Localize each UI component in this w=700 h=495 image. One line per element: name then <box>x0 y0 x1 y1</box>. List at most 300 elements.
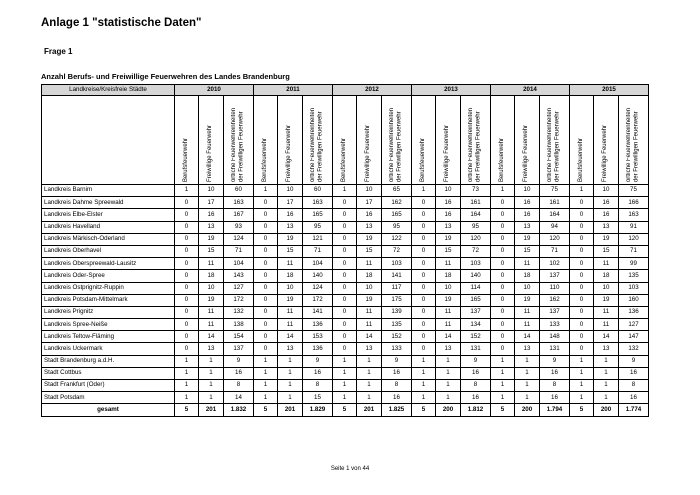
total-value-cell: 5 <box>333 404 357 417</box>
value-cell: 15 <box>199 245 224 257</box>
value-cell: 1 <box>333 380 357 392</box>
table-row <box>42 209 649 221</box>
value-cell: 11 <box>594 306 619 318</box>
value-cell: 16 <box>594 197 619 209</box>
table-row <box>42 245 649 257</box>
value-cell: 75 <box>540 185 570 197</box>
year-header: 2011 <box>254 85 333 96</box>
value-cell: 152 <box>382 331 412 343</box>
value-cell: 1 <box>412 392 436 404</box>
value-cell: 9 <box>224 355 254 367</box>
value-cell: 0 <box>491 245 515 257</box>
total-value-cell: 1.774 <box>619 404 649 417</box>
value-cell: 9 <box>461 355 491 367</box>
value-cell: 0 <box>175 282 199 294</box>
value-cell: 141 <box>382 270 412 282</box>
value-cell: 0 <box>570 245 594 257</box>
value-cell: 1 <box>594 367 619 379</box>
value-cell: 1 <box>199 367 224 379</box>
value-cell: 0 <box>412 306 436 318</box>
value-cell: 10 <box>594 185 619 197</box>
value-cell: 0 <box>570 209 594 221</box>
value-cell: 1 <box>175 392 199 404</box>
value-cell: 95 <box>303 221 333 233</box>
value-cell: 11 <box>278 258 303 270</box>
subheader-label <box>547 104 562 182</box>
value-cell: 1 <box>412 380 436 392</box>
value-cell: 0 <box>175 258 199 270</box>
total-value-cell: 1.825 <box>382 404 412 417</box>
page-footer: Seite 1 von 44 <box>330 466 370 472</box>
value-cell: 0 <box>570 319 594 331</box>
value-cell: 133 <box>382 343 412 355</box>
value-cell: 1 <box>412 367 436 379</box>
subheader-label-line: der Freiwilligen Feuerwehr <box>554 111 561 182</box>
value-cell: 1 <box>333 392 357 404</box>
value-cell: 13 <box>436 343 461 355</box>
value-cell: 75 <box>619 185 649 197</box>
value-cell: 0 <box>491 270 515 282</box>
value-cell: 1 <box>278 355 303 367</box>
subheader-local-units <box>461 96 491 185</box>
value-cell: 0 <box>570 282 594 294</box>
subheader-volunteer <box>199 96 224 185</box>
value-cell: 13 <box>278 343 303 355</box>
value-cell: 153 <box>303 331 333 343</box>
value-cell: 0 <box>491 209 515 221</box>
value-cell: 15 <box>357 245 382 257</box>
total-value-cell: 201 <box>357 404 382 417</box>
value-cell: 71 <box>224 245 254 257</box>
value-cell: 1 <box>175 185 199 197</box>
value-cell: 95 <box>382 221 412 233</box>
value-cell: 120 <box>540 233 570 245</box>
value-cell: 0 <box>333 294 357 306</box>
subheader-label: Berufsfeuerwehr <box>419 137 426 182</box>
value-cell: 1 <box>491 185 515 197</box>
value-cell: 1 <box>333 355 357 367</box>
value-cell: 134 <box>461 319 491 331</box>
value-cell: 8 <box>540 380 570 392</box>
value-cell: 160 <box>619 294 649 306</box>
value-cell: 0 <box>491 197 515 209</box>
value-cell: 1 <box>254 392 278 404</box>
subheader-volunteer <box>436 96 461 185</box>
value-cell: 13 <box>515 221 540 233</box>
value-cell: 71 <box>619 245 649 257</box>
value-cell: 19 <box>436 233 461 245</box>
value-cell: 14 <box>224 392 254 404</box>
value-cell: 1 <box>278 380 303 392</box>
year-header: 2012 <box>333 85 412 96</box>
total-value-cell: 200 <box>515 404 540 417</box>
subheader-local-units <box>619 96 649 185</box>
value-cell: 132 <box>224 306 254 318</box>
value-cell: 114 <box>461 282 491 294</box>
value-cell: 1 <box>594 392 619 404</box>
district-name: Landkreis Dahme Spreewald <box>42 197 175 209</box>
value-cell: 117 <box>382 282 412 294</box>
subheader-label-line: örtliche Feuerwehreinheiten <box>468 107 474 182</box>
district-name: Landkreis Prignitz <box>42 306 175 318</box>
subheader-volunteer <box>357 96 382 185</box>
value-cell: 1 <box>333 185 357 197</box>
value-cell: 10 <box>436 185 461 197</box>
value-cell: 0 <box>412 197 436 209</box>
value-cell: 11 <box>357 306 382 318</box>
value-cell: 9 <box>619 355 649 367</box>
value-cell: 0 <box>175 319 199 331</box>
value-cell: 0 <box>175 331 199 343</box>
value-cell: 19 <box>594 233 619 245</box>
subheader-professional <box>175 96 199 185</box>
value-cell: 137 <box>540 270 570 282</box>
value-cell: 11 <box>199 319 224 331</box>
value-cell: 163 <box>303 197 333 209</box>
value-cell: 0 <box>254 221 278 233</box>
value-cell: 172 <box>224 294 254 306</box>
value-cell: 14 <box>436 331 461 343</box>
value-cell: 0 <box>491 221 515 233</box>
value-cell: 0 <box>412 221 436 233</box>
value-cell: 0 <box>254 282 278 294</box>
value-cell: 60 <box>224 185 254 197</box>
subheader-local-units <box>382 96 412 185</box>
value-cell: 14 <box>199 331 224 343</box>
value-cell: 18 <box>515 270 540 282</box>
value-cell: 1 <box>254 355 278 367</box>
value-cell: 0 <box>254 233 278 245</box>
question-label: Frage 1 <box>44 47 73 56</box>
value-cell: 0 <box>491 294 515 306</box>
value-cell: 1 <box>515 355 540 367</box>
value-cell: 0 <box>412 258 436 270</box>
value-cell: 11 <box>357 319 382 331</box>
value-cell: 18 <box>357 270 382 282</box>
value-cell: 1 <box>278 392 303 404</box>
subheader-label-line: örtliche Feuerwehreinheiten <box>389 107 395 182</box>
value-cell: 19 <box>199 294 224 306</box>
value-cell: 8 <box>303 380 333 392</box>
value-cell: 154 <box>224 331 254 343</box>
total-row <box>42 404 649 417</box>
value-cell: 93 <box>224 221 254 233</box>
value-cell: 0 <box>175 306 199 318</box>
value-cell: 136 <box>303 319 333 331</box>
value-cell: 137 <box>224 343 254 355</box>
value-cell: 19 <box>357 294 382 306</box>
subheader-label <box>310 104 325 182</box>
value-cell: 73 <box>461 185 491 197</box>
value-cell: 0 <box>333 233 357 245</box>
value-cell: 16 <box>224 367 254 379</box>
value-cell: 11 <box>515 306 540 318</box>
value-cell: 1 <box>436 380 461 392</box>
total-value-cell: 1.832 <box>224 404 254 417</box>
value-cell: 0 <box>254 245 278 257</box>
subheader-label <box>389 104 404 182</box>
value-cell: 17 <box>357 197 382 209</box>
value-cell: 19 <box>515 233 540 245</box>
district-name: Stadt Frankfurt (Oder) <box>42 380 175 392</box>
value-cell: 0 <box>412 319 436 331</box>
value-cell: 10 <box>278 185 303 197</box>
value-cell: 10 <box>199 282 224 294</box>
value-cell: 1 <box>254 185 278 197</box>
value-cell: 16 <box>382 392 412 404</box>
value-cell: 8 <box>382 380 412 392</box>
value-cell: 16 <box>461 392 491 404</box>
value-cell: 15 <box>515 245 540 257</box>
value-cell: 0 <box>491 282 515 294</box>
value-cell: 11 <box>278 306 303 318</box>
value-cell: 131 <box>540 343 570 355</box>
district-name: Landkreis Spree-Neiße <box>42 319 175 331</box>
subheader-label-line: der Freiwilligen Feuerwehr <box>317 111 324 182</box>
subheader-professional <box>570 96 594 185</box>
column-header-district: Landkreise/Kreisfreie Städte <box>42 85 175 96</box>
value-cell: 0 <box>570 197 594 209</box>
value-cell: 0 <box>412 282 436 294</box>
value-cell: 0 <box>254 209 278 221</box>
district-name: Stadt Brandenburg a.d.H. <box>42 355 175 367</box>
value-cell: 0 <box>175 343 199 355</box>
district-name: Landkreis Barnim <box>42 185 175 197</box>
value-cell: 1 <box>278 367 303 379</box>
total-value-cell: 5 <box>491 404 515 417</box>
value-cell: 19 <box>199 233 224 245</box>
value-cell: 139 <box>382 306 412 318</box>
value-cell: 0 <box>175 245 199 257</box>
value-cell: 11 <box>436 319 461 331</box>
district-name: Stadt Potsdam <box>42 392 175 404</box>
value-cell: 11 <box>515 319 540 331</box>
table-caption: Anzahl Berufs- und Freiwillige Feuerwehren des Landes Brandenburg <box>41 72 290 81</box>
value-cell: 1 <box>436 355 461 367</box>
table-row <box>42 331 649 343</box>
value-cell: 1 <box>570 392 594 404</box>
district-name: Landkreis Uckermark <box>42 343 175 355</box>
value-cell: 1 <box>594 355 619 367</box>
value-cell: 16 <box>382 367 412 379</box>
value-cell: 10 <box>436 282 461 294</box>
value-cell: 0 <box>570 270 594 282</box>
value-cell: 16 <box>357 209 382 221</box>
district-name: Landkreis Havelland <box>42 221 175 233</box>
value-cell: 1 <box>175 380 199 392</box>
value-cell: 164 <box>461 209 491 221</box>
subheader-label: Freiwillige Feuerwehr <box>602 124 609 182</box>
value-cell: 165 <box>461 294 491 306</box>
table-row <box>42 380 649 392</box>
value-cell: 0 <box>333 258 357 270</box>
value-cell: 16 <box>436 197 461 209</box>
value-cell: 11 <box>594 258 619 270</box>
value-cell: 1 <box>412 185 436 197</box>
value-cell: 10 <box>357 282 382 294</box>
value-cell: 19 <box>278 233 303 245</box>
total-value-cell: 201 <box>199 404 224 417</box>
value-cell: 1 <box>357 392 382 404</box>
value-cell: 141 <box>303 306 333 318</box>
value-cell: 1 <box>515 392 540 404</box>
value-cell: 13 <box>594 343 619 355</box>
subheader-professional <box>333 96 357 185</box>
value-cell: 72 <box>382 245 412 257</box>
value-cell: 16 <box>619 367 649 379</box>
value-cell: 0 <box>491 306 515 318</box>
value-cell: 138 <box>224 319 254 331</box>
value-cell: 0 <box>254 343 278 355</box>
value-cell: 1 <box>491 367 515 379</box>
value-cell: 14 <box>594 331 619 343</box>
value-cell: 136 <box>619 306 649 318</box>
year-header: 2010 <box>175 85 254 96</box>
district-name: Stadt Cottbus <box>42 367 175 379</box>
value-cell: 16 <box>461 367 491 379</box>
value-cell: 1 <box>491 355 515 367</box>
value-cell: 15 <box>436 245 461 257</box>
value-cell: 1 <box>175 355 199 367</box>
total-value-cell: 200 <box>436 404 461 417</box>
value-cell: 99 <box>619 258 649 270</box>
value-cell: 0 <box>570 306 594 318</box>
subheader-label: Berufsfeuerwehr <box>340 137 347 182</box>
value-cell: 124 <box>303 282 333 294</box>
value-cell: 0 <box>491 319 515 331</box>
value-cell: 13 <box>199 221 224 233</box>
district-name: Landkreis Märkisch-Oderland <box>42 233 175 245</box>
value-cell: 172 <box>303 294 333 306</box>
value-cell: 0 <box>570 258 594 270</box>
subheader-label: Freiwillige Feuerwehr <box>444 124 451 182</box>
value-cell: 143 <box>224 270 254 282</box>
value-cell: 71 <box>540 245 570 257</box>
value-cell: 65 <box>382 185 412 197</box>
value-cell: 161 <box>540 197 570 209</box>
total-value-cell: 5 <box>254 404 278 417</box>
value-cell: 13 <box>278 221 303 233</box>
value-cell: 13 <box>436 221 461 233</box>
value-cell: 1 <box>570 380 594 392</box>
value-cell: 19 <box>515 294 540 306</box>
table-row <box>42 355 649 367</box>
value-cell: 16 <box>515 197 540 209</box>
value-cell: 18 <box>199 270 224 282</box>
value-cell: 0 <box>412 209 436 221</box>
subheader-local-units <box>303 96 333 185</box>
value-cell: 13 <box>357 343 382 355</box>
subheader-label: Berufsfeuerwehr <box>261 137 268 182</box>
subheader-label-line: der Freiwilligen Feuerwehr <box>475 111 482 182</box>
table-row <box>42 392 649 404</box>
value-cell: 133 <box>540 319 570 331</box>
value-cell: 8 <box>619 380 649 392</box>
value-cell: 8 <box>461 380 491 392</box>
year-header: 2015 <box>570 85 649 96</box>
value-cell: 137 <box>461 306 491 318</box>
value-cell: 175 <box>382 294 412 306</box>
district-name: Landkreis Elbe-Elster <box>42 209 175 221</box>
table-row <box>42 258 649 270</box>
value-cell: 135 <box>382 319 412 331</box>
subheader-label <box>626 104 641 182</box>
total-value-cell: 201 <box>278 404 303 417</box>
subheader-label-line: örtliche Feuerwehreinheiten <box>231 107 237 182</box>
value-cell: 0 <box>570 233 594 245</box>
value-cell: 1 <box>491 380 515 392</box>
value-cell: 1 <box>199 355 224 367</box>
value-cell: 16 <box>515 209 540 221</box>
value-cell: 131 <box>461 343 491 355</box>
value-cell: 164 <box>540 209 570 221</box>
value-cell: 19 <box>436 294 461 306</box>
value-cell: 152 <box>461 331 491 343</box>
value-cell: 0 <box>412 343 436 355</box>
value-cell: 163 <box>619 209 649 221</box>
value-cell: 0 <box>333 343 357 355</box>
value-cell: 0 <box>333 270 357 282</box>
value-cell: 15 <box>278 245 303 257</box>
value-cell: 13 <box>515 343 540 355</box>
total-value-cell: 5 <box>175 404 199 417</box>
year-header: 2013 <box>412 85 491 96</box>
table-row <box>42 319 649 331</box>
value-cell: 16 <box>594 209 619 221</box>
value-cell: 120 <box>461 233 491 245</box>
value-cell: 14 <box>278 331 303 343</box>
value-cell: 0 <box>491 258 515 270</box>
value-cell: 1 <box>491 392 515 404</box>
document-title: Anlage 1 "statistische Daten" <box>41 17 202 29</box>
subheader-volunteer <box>515 96 540 185</box>
value-cell: 10 <box>594 282 619 294</box>
value-cell: 1 <box>254 367 278 379</box>
value-cell: 0 <box>491 343 515 355</box>
value-cell: 10 <box>278 282 303 294</box>
value-cell: 147 <box>619 331 649 343</box>
value-cell: 8 <box>224 380 254 392</box>
total-label: gesamt <box>42 404 175 417</box>
subheader-blank <box>42 96 175 185</box>
value-cell: 1 <box>515 367 540 379</box>
value-cell: 9 <box>382 355 412 367</box>
value-cell: 11 <box>515 258 540 270</box>
value-cell: 11 <box>357 258 382 270</box>
total-value-cell: 1.794 <box>540 404 570 417</box>
value-cell: 166 <box>619 197 649 209</box>
value-cell: 137 <box>540 306 570 318</box>
value-cell: 140 <box>461 270 491 282</box>
value-cell: 1 <box>570 355 594 367</box>
value-cell: 0 <box>254 270 278 282</box>
district-name: Landkreis Oder-Spree <box>42 270 175 282</box>
value-cell: 103 <box>619 282 649 294</box>
value-cell: 18 <box>594 270 619 282</box>
value-cell: 11 <box>594 319 619 331</box>
value-cell: 120 <box>619 233 649 245</box>
total-value-cell: 200 <box>594 404 619 417</box>
table-row <box>42 294 649 306</box>
subheader-label-line: örtliche Feuerwehreinheiten <box>626 107 632 182</box>
subheader-label: Freiwillige Feuerwehr <box>365 124 372 182</box>
district-name: Landkreis Potsdam-Mittelmark <box>42 294 175 306</box>
value-cell: 0 <box>570 221 594 233</box>
value-cell: 13 <box>594 221 619 233</box>
value-cell: 0 <box>333 282 357 294</box>
value-cell: 1 <box>199 380 224 392</box>
value-cell: 18 <box>436 270 461 282</box>
